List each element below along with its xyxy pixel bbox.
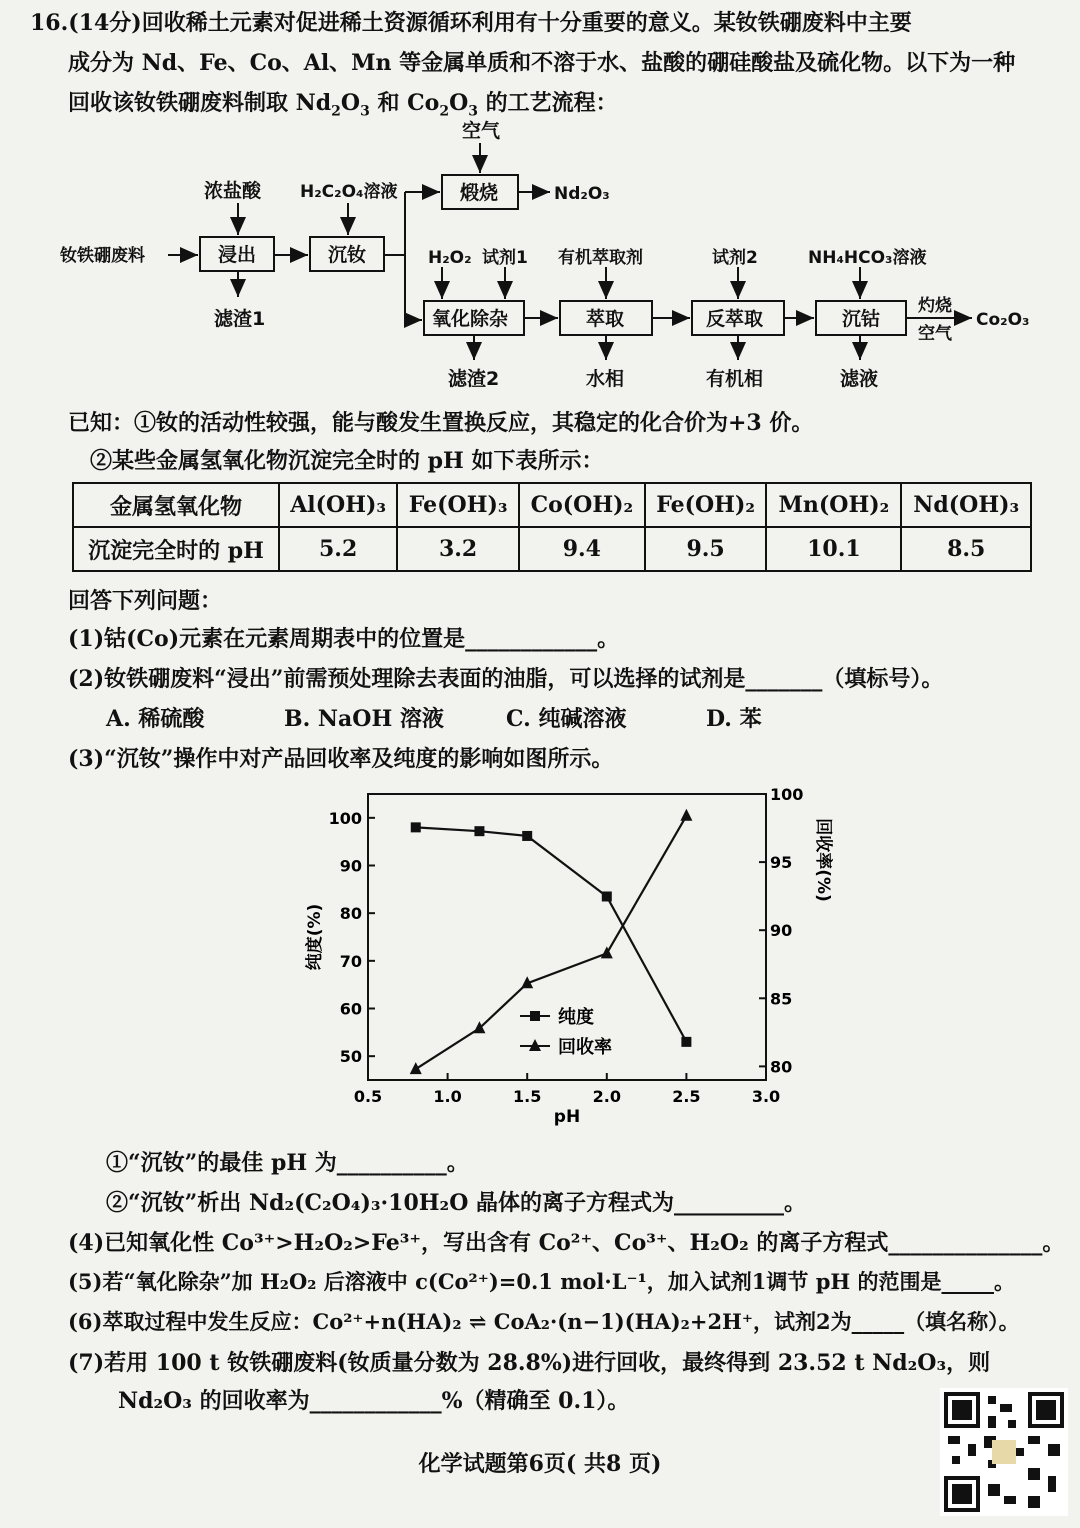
extraction-label: 萃取 xyxy=(586,308,625,330)
table-cell: 沉淀完全时的 pH xyxy=(73,527,279,571)
table-header-cell: Fe(OH)₂ xyxy=(645,483,767,527)
question-number: 16. xyxy=(30,10,69,36)
y-right-tick-label: 85 xyxy=(770,989,793,1009)
known-2: ②某些金属氢氧化物沉淀完全时的 pH 如下表所示： xyxy=(90,448,604,474)
burn-label: 灼烧 xyxy=(918,296,952,316)
question-3b: ②“沉钕”析出 Nd₂(C₂O₄)₃·10H₂O 晶体的离子方程式为__________。 xyxy=(106,1190,807,1216)
nh4hco3-label: NH₄HCO₃溶液 xyxy=(808,248,927,268)
y-right-tick-label: 100 xyxy=(770,785,804,804)
legend-label-purity: 纯度 xyxy=(558,1007,594,1028)
precip-nd-label: 沉钕 xyxy=(328,244,367,266)
y-left-tick-label: 60 xyxy=(339,999,362,1019)
data-point-square xyxy=(522,831,532,841)
co2o3-label: Co₂O₃ xyxy=(976,310,1030,330)
organic-phase-label: 有机相 xyxy=(706,368,764,390)
legend-marker-purity xyxy=(530,1011,540,1021)
reagent2-label: 试剂2 xyxy=(712,248,758,268)
oxidation-label: 氧化除杂 xyxy=(432,308,509,330)
answer-prompt: 回答下列问题： xyxy=(68,588,223,614)
table-cell: 3.2 xyxy=(397,527,519,571)
table-cell: 10.1 xyxy=(766,527,901,571)
question-2: (2)钕铁硼废料“浸出”前需预处理除去表面的油脂，可以选择的试剂是_______（填标号）。 xyxy=(68,666,944,692)
process-flow-diagram xyxy=(60,115,1050,405)
table-cell: 9.4 xyxy=(519,527,645,571)
ph-table xyxy=(72,482,1032,572)
y-left-tick-label: 80 xyxy=(339,904,362,924)
purity-recovery-chart xyxy=(290,780,833,1130)
residue1-label: 滤渣1 xyxy=(214,308,266,330)
known-1: 已知：①钕的活动性较强，能与酸发生置换反应，其稳定的化合价为+3 价。 xyxy=(68,410,814,436)
y-left-tick-label: 100 xyxy=(328,808,362,828)
y-right-axis-label: 回收率(%) xyxy=(813,818,833,902)
x-tick-label: 2.5 xyxy=(672,1087,701,1106)
question-3: (3)“沉钕”操作中对产品回收率及纯度的影响如图所示。 xyxy=(68,746,614,772)
data-point-square xyxy=(411,822,421,832)
x-tick-label: 1.0 xyxy=(433,1087,462,1106)
data-point-square xyxy=(681,1037,691,1047)
series-line-0 xyxy=(416,827,687,1042)
h2o2-label: H₂O₂ xyxy=(428,248,472,268)
question-7a: (7)若用 100 t 钕铁硼废料(钕质量分数为 28.8%)进行回收，最终得到 23.52 t Nd₂O₃，则 xyxy=(68,1350,991,1376)
y-left-tick-label: 50 xyxy=(339,1047,362,1067)
qr-code-icon xyxy=(940,1388,1068,1516)
table-header-cell: Al(OH)₃ xyxy=(279,483,397,527)
y-left-axis-label: 纯度(%) xyxy=(305,903,325,971)
hcl-label: 浓盐酸 xyxy=(204,180,262,202)
question-5: (5)若“氧化除杂”加 H₂O₂ 后溶液中 c(Co²⁺)=0.1 mol·L⁻¹，加入试剂1调节 pH 的范围是_____。 xyxy=(68,1269,1016,1294)
data-point-square xyxy=(602,891,612,901)
table-cell: 5.2 xyxy=(279,527,397,571)
data-point-triangle xyxy=(680,809,692,821)
leach-label: 浸出 xyxy=(218,244,257,266)
table-header-cell: Nd(OH)₃ xyxy=(901,483,1031,527)
legend-label-recovery: 回收率 xyxy=(558,1037,612,1058)
precip-co-label: 沉钴 xyxy=(842,308,881,330)
air-top-label: 空气 xyxy=(462,120,501,142)
table-header-cell: Co(OH)₂ xyxy=(519,483,645,527)
option-b: B. NaOH 溶液 xyxy=(284,706,444,732)
option-c: C. 纯碱溶液 xyxy=(506,706,627,732)
x-tick-label: 2.0 xyxy=(592,1087,621,1106)
raw-material-label: 钕铁硼废料 xyxy=(60,246,145,266)
x-tick-label: 0.5 xyxy=(353,1087,383,1106)
y-right-tick-label: 95 xyxy=(770,853,793,873)
x-axis-label: pH xyxy=(553,1107,581,1127)
back-extraction-label: 反萃取 xyxy=(706,308,764,330)
y-left-tick-label: 90 xyxy=(339,856,362,876)
question-3a: ①“沉钕”的最佳 pH 为__________。 xyxy=(106,1150,469,1176)
data-point-square xyxy=(474,826,484,836)
nd2o3-label: Nd₂O₃ xyxy=(554,184,610,204)
question-intro-line1: 16.(14分)回收稀土元素对促进稀土资源循环利用有十分重要的意义。某钕铁硼废料中主要 xyxy=(30,10,912,36)
residue2-label: 滤渣2 xyxy=(448,368,500,390)
question-7b: Nd₂O₃ 的回收率为____________%（精确至 0.1）。 xyxy=(118,1388,630,1414)
air2-label: 空气 xyxy=(918,324,952,344)
x-tick-label: 1.5 xyxy=(513,1087,542,1106)
question-intro-line3: 回收该钕铁硼废料制取 $Nd_2O_3$ 和 $Co_2O_3$ 的工艺流程： xyxy=(68,90,618,120)
table-row xyxy=(73,527,1031,571)
x-tick-label: 3.0 xyxy=(751,1087,781,1106)
y-right-tick-label: 80 xyxy=(770,1057,793,1077)
y-left-tick-label: 70 xyxy=(339,951,362,971)
data-point-triangle xyxy=(410,1062,422,1074)
table-header-row xyxy=(73,483,1031,527)
aqueous-label: 水相 xyxy=(586,368,625,390)
question-4: (4)已知氧化性 Co³⁺>H₂O₂>Fe³⁺，写出含有 Co²⁺、Co³⁺、H₂O₂ 的离子方程式______________。 xyxy=(68,1230,1065,1256)
table-header-cell: Fe(OH)₃ xyxy=(397,483,519,527)
table-cell: 9.5 xyxy=(645,527,767,571)
filtrate-label: 滤液 xyxy=(840,368,879,390)
question-6: (6)萃取过程中发生反应：Co²⁺+n(HA)₂ ⇌ CoA₂·(n−1)(HA)₂+2H⁺，试剂2为_____（填名称）。 xyxy=(68,1309,1020,1334)
option-d: D. 苯 xyxy=(706,706,762,732)
calcine-label: 煅烧 xyxy=(460,182,499,204)
question-1: (1)钴(Co)元素在元素周期表中的位置是____________。 xyxy=(68,626,620,652)
table-header-cell: 金属氢氧化物 xyxy=(73,483,279,527)
table-header-cell: Mn(OH)₂ xyxy=(766,483,901,527)
h2c2o4-label: H₂C₂O₄溶液 xyxy=(300,182,398,202)
question-intro-line2: 成分为 Nd、Fe、Co、Al、Mn 等金属单质和不溶于水、盐酸的硼硅酸盐及硫化物。以下为一种 xyxy=(68,50,1016,76)
organic-extractant-label: 有机萃取剂 xyxy=(558,248,643,268)
page-footer: 化学试题第6页( 共8 页) xyxy=(418,1451,662,1477)
y-right-tick-label: 90 xyxy=(770,921,793,941)
reagent1-label: 试剂1 xyxy=(482,248,528,268)
option-a: A. 稀硫酸 xyxy=(106,706,205,732)
table-cell: 8.5 xyxy=(901,527,1031,571)
